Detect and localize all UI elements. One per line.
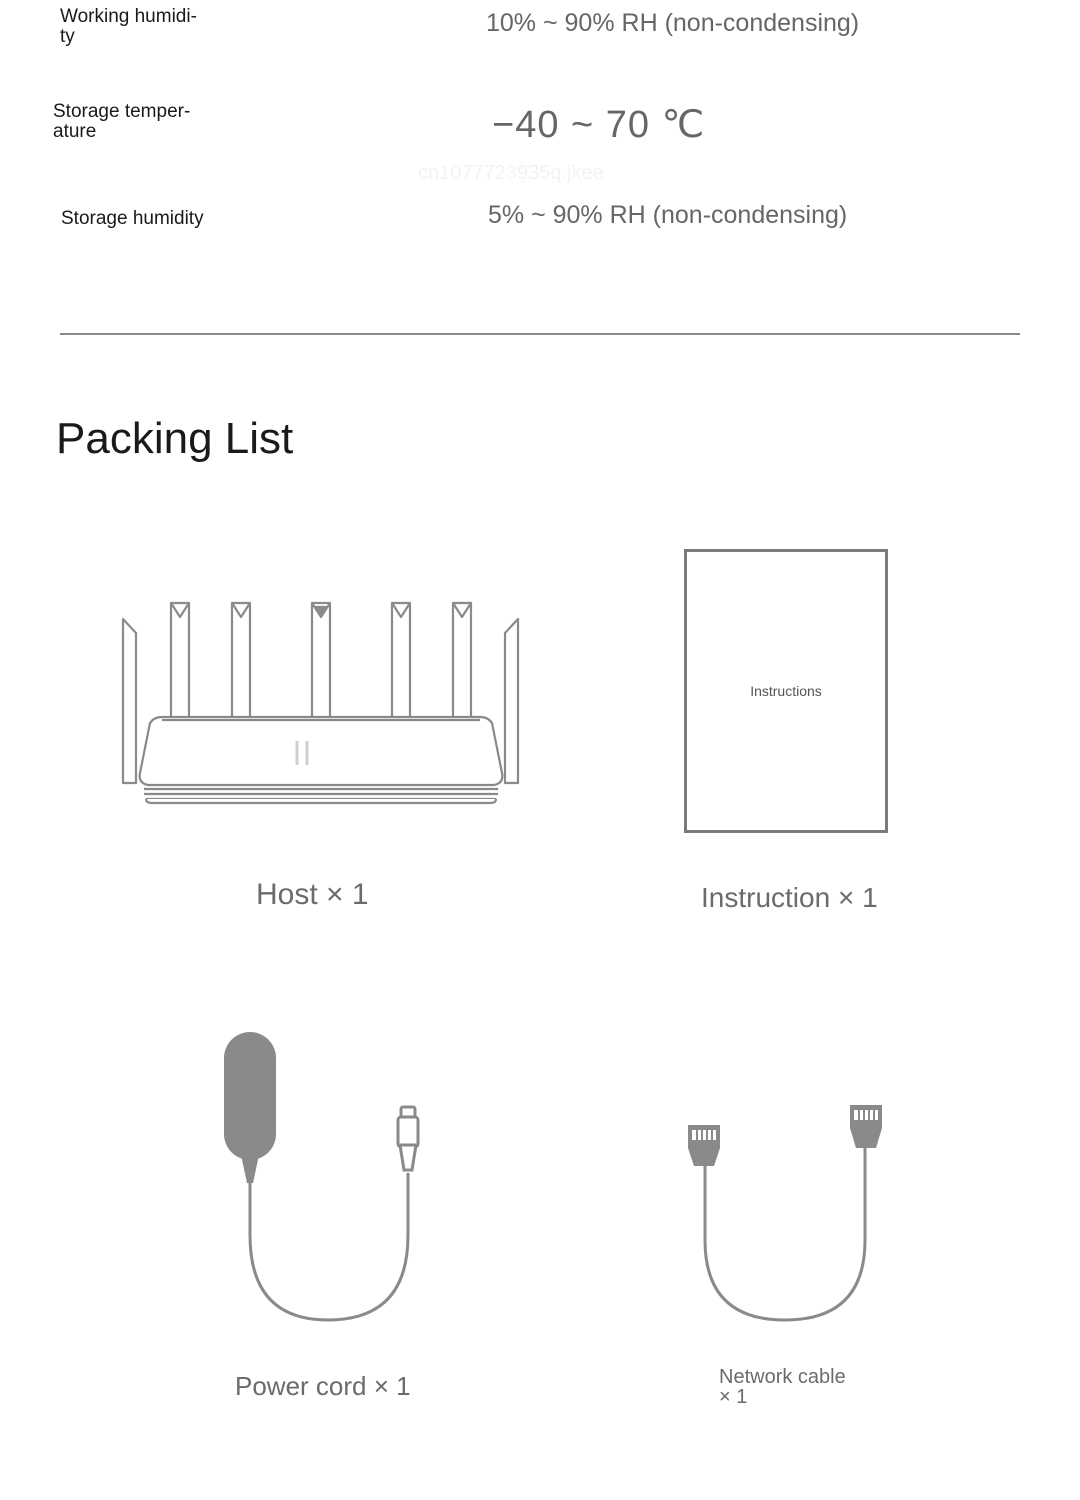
spec-label-storage-temperature: Storage temper- ature xyxy=(53,101,191,142)
instruction-caption: Instruction × 1 xyxy=(701,882,878,913)
packing-list-title: Packing List xyxy=(56,414,294,463)
network-cable-caption: Network cable × 1 xyxy=(719,1366,846,1408)
network-cable-icon xyxy=(680,1100,900,1340)
power-adapter-icon xyxy=(215,1025,455,1335)
spec-value-storage-temperature: −40 ~ 70 ℃ xyxy=(492,104,706,146)
spec-label-working-humidity: Working humidi- ty xyxy=(60,6,197,47)
watermark-text: cn1077723935q.jkee xyxy=(418,162,604,184)
section-divider xyxy=(60,333,1020,335)
router-icon xyxy=(110,595,530,815)
spec-label-storage-humidity: Storage humidity xyxy=(61,208,204,229)
instruction-booklet-icon xyxy=(684,549,888,833)
booklet-label: Instructions xyxy=(750,683,822,699)
power-cord-caption: Power cord × 1 xyxy=(235,1371,411,1401)
spec-value-working-humidity: 10% ~ 90% RH (non-condensing) xyxy=(486,9,860,37)
spec-value-storage-humidity: 5% ~ 90% RH (non-condensing) xyxy=(488,201,848,229)
host-caption: Host × 1 xyxy=(256,878,369,911)
